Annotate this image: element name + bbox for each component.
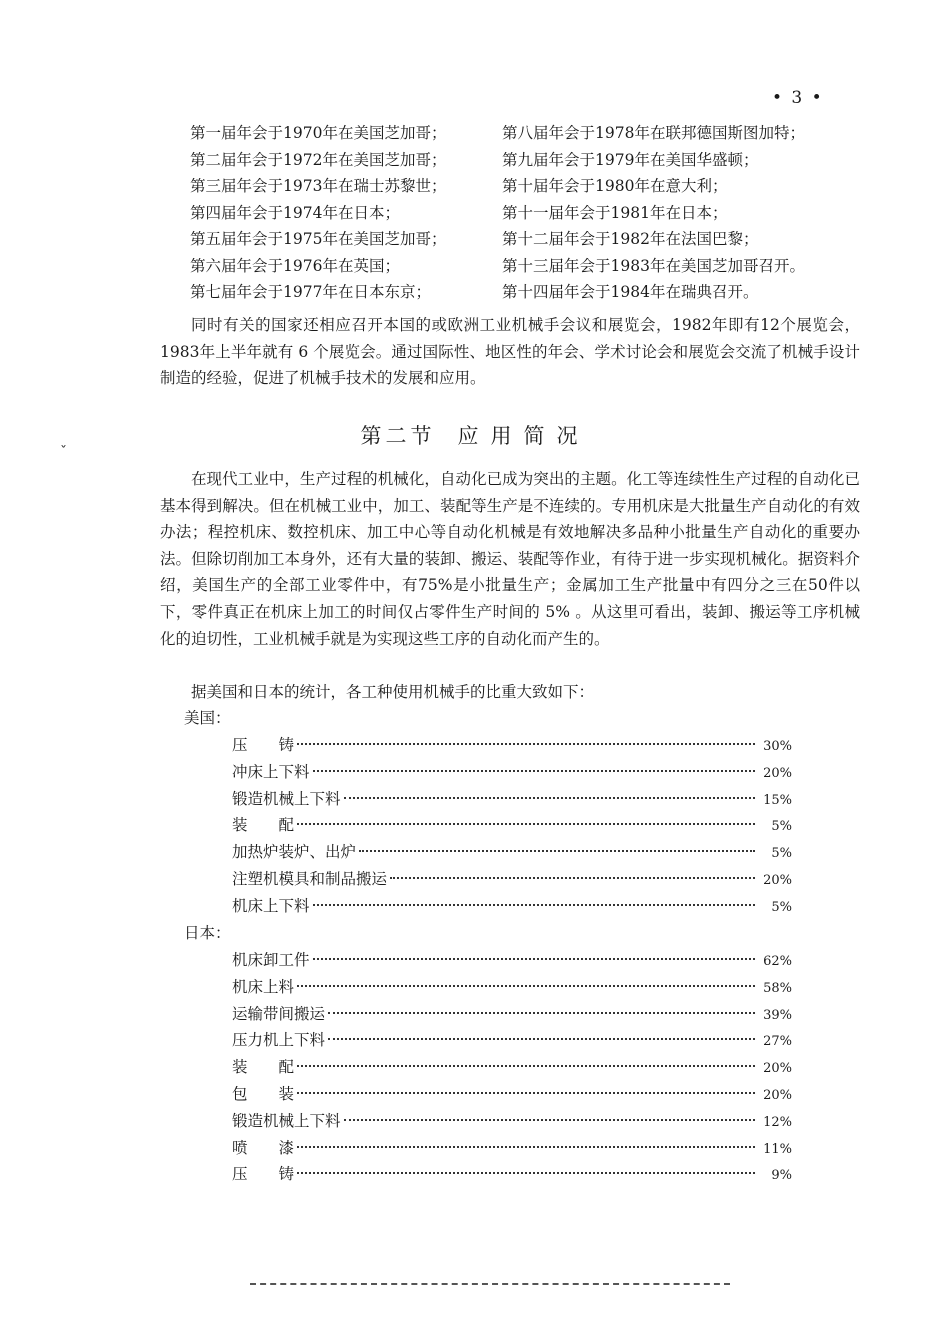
usage-name: 压力机上下料 bbox=[232, 1031, 326, 1050]
country-label-japan: 日本： bbox=[184, 924, 231, 942]
section-number: 第二节 bbox=[360, 424, 436, 448]
meeting-entry: 第十届年会于1980年在意大利； bbox=[502, 177, 728, 195]
usage-row bbox=[232, 974, 792, 1001]
meeting-entry: 第三届年会于1973年在瑞士苏黎世； bbox=[190, 177, 447, 195]
dot-leader bbox=[344, 797, 755, 799]
usage-row bbox=[232, 893, 792, 920]
usage-percent: 9% bbox=[771, 1168, 792, 1184]
usage-percent: 58% bbox=[763, 980, 792, 996]
footer-rule bbox=[250, 1283, 730, 1285]
dot-leader bbox=[297, 823, 755, 825]
meeting-entry: 第七届年会于1977年在日本东京； bbox=[190, 283, 431, 301]
usage-percent: 27% bbox=[763, 1034, 792, 1050]
usage-name: 装 配 bbox=[232, 1058, 295, 1077]
usage-row bbox=[232, 812, 792, 839]
dot-leader bbox=[313, 904, 755, 906]
meeting-entry: 第十三届年会于1983年在美国芝加哥召开。 bbox=[502, 256, 805, 275]
usage-percent: 30% bbox=[763, 739, 792, 754]
usage-row bbox=[232, 866, 792, 893]
dot-leader bbox=[328, 1038, 755, 1040]
japan-usage-list bbox=[232, 947, 792, 1188]
usage-percent: 62% bbox=[763, 954, 792, 969]
meeting-entry: 第五届年会于1975年在美国芝加哥； bbox=[190, 230, 447, 248]
dot-leader bbox=[328, 1012, 755, 1014]
usage-percent: 5% bbox=[771, 846, 792, 862]
usage-name: 加热炉装炉、出炉 bbox=[232, 843, 357, 862]
paragraph-statistics-intro: 据美国和日本的统计，各工种使用机械手的比重大致如下： bbox=[191, 683, 595, 701]
margin-mark: ˯ bbox=[60, 432, 67, 448]
dot-leader bbox=[313, 770, 755, 772]
usage-percent: 20% bbox=[763, 1087, 792, 1103]
usage-percent: 5% bbox=[771, 899, 792, 915]
dot-leader bbox=[344, 1119, 755, 1121]
usage-name: 机床上下料 bbox=[232, 896, 310, 915]
dot-leader bbox=[359, 850, 755, 852]
meeting-entry: 第一届年会于1970年在美国芝加哥； bbox=[190, 124, 447, 142]
section-title: 应用简况 bbox=[457, 424, 590, 448]
paragraph-application-overview: 在现代工业中，生产过程的机械化，自动化已成为突出的主题。化工等连续性生产过程的自动化已基本得到解决。但在机械工业中，加工、装配等生产是不连续的。专用机床是大批量生产自动化的有效办法；程控机床、数控机床、加工中心等自动化机械是有效地解决多品种小批量生产自动化的重要办法。但除切削加工本身外，还有大量的装卸、搬运、装配等作业，有待于进一步实现机械化。据资料介绍，美国生产的全部工业零件中，有75%是小批量生产；金属加工生产批量中有四分之三在50件以下，零件真正在机床上加工的时间仅占零件生产时间的 5% 。从这里可看出，装卸、搬运等工序机械化的迫切性，工业机械手就是为实现这些工序的自动化而产生的。 bbox=[160, 470, 860, 648]
usage-percent: 11% bbox=[763, 1141, 792, 1157]
usage-row bbox=[232, 1054, 792, 1081]
dot-leader bbox=[297, 1065, 755, 1067]
usage-name: 冲床上下料 bbox=[232, 762, 310, 781]
usage-name: 锻造机械上下料 bbox=[232, 1111, 341, 1130]
usage-percent: 20% bbox=[763, 872, 792, 888]
paragraph-exhibitions: 同时有关的国家还相应召开本国的或欧洲工业机械手会议和展览会，1982年即有12个展览会，1983年上半年就有 6 个展览会。通过国际性、地区性的年会、学术讨论会和展览会交流了机械手设计制造的经验，促进了机械手技术的发展和应用。 bbox=[160, 316, 860, 388]
usage-row bbox=[232, 1135, 792, 1162]
dot-leader bbox=[313, 958, 755, 960]
usage-row bbox=[232, 759, 792, 786]
meeting-entry: 第十二届年会于1982年在法国巴黎； bbox=[502, 230, 759, 248]
meeting-entry: 第十一届年会于1981年在日本； bbox=[502, 203, 728, 222]
usage-name: 压 铸 bbox=[232, 736, 295, 754]
usa-usage-list bbox=[232, 732, 792, 920]
dot-leader bbox=[297, 1172, 755, 1174]
dot-leader bbox=[297, 1146, 755, 1148]
dot-leader bbox=[297, 985, 755, 987]
usage-percent: 12% bbox=[763, 1114, 792, 1130]
page-number: • 3 • bbox=[772, 88, 824, 108]
meeting-entry: 第二届年会于1972年在美国芝加哥； bbox=[190, 150, 447, 169]
usage-name: 喷 漆 bbox=[232, 1138, 295, 1157]
country-label-usa: 美国： bbox=[184, 709, 231, 727]
section-heading bbox=[0, 420, 950, 450]
usage-row bbox=[232, 1161, 792, 1188]
usage-row bbox=[232, 786, 792, 813]
usage-name: 运输带间搬运 bbox=[232, 1004, 326, 1023]
dot-leader bbox=[297, 1092, 755, 1094]
usage-percent: 15% bbox=[763, 792, 792, 808]
usage-percent: 5% bbox=[771, 819, 792, 835]
usage-name: 锻造机械上下料 bbox=[232, 789, 341, 808]
meetings-right-column bbox=[502, 120, 805, 306]
usage-row bbox=[232, 1001, 792, 1028]
meeting-entry: 第九届年会于1979年在美国华盛顿； bbox=[502, 150, 759, 169]
usage-percent: 39% bbox=[763, 1007, 792, 1023]
usage-name: 机床卸工件 bbox=[232, 951, 310, 969]
dot-leader bbox=[297, 743, 755, 745]
usage-name: 机床上料 bbox=[232, 977, 295, 996]
meeting-entry: 第四届年会于1974年在日本； bbox=[190, 203, 400, 222]
usage-name: 注塑机模具和制品搬运 bbox=[232, 869, 388, 888]
meeting-entry: 第六届年会于1976年在英国； bbox=[190, 256, 400, 275]
usage-row bbox=[232, 1027, 792, 1054]
dot-leader bbox=[390, 877, 755, 879]
usage-row bbox=[232, 839, 792, 866]
usage-row bbox=[232, 947, 792, 974]
usage-percent: 20% bbox=[763, 1061, 792, 1077]
meeting-entry: 第八届年会于1978年在联邦德国斯图加特； bbox=[502, 124, 805, 142]
usage-row bbox=[232, 1108, 792, 1135]
usage-row bbox=[232, 732, 792, 759]
meetings-left-column bbox=[190, 120, 446, 306]
usage-name: 压 铸 bbox=[232, 1165, 295, 1184]
usage-name: 包 装 bbox=[232, 1084, 295, 1103]
usage-name: 装 配 bbox=[232, 816, 295, 835]
usage-percent: 20% bbox=[763, 765, 792, 781]
meeting-entry: 第十四届年会于1984年在瑞典召开。 bbox=[502, 283, 759, 301]
usage-row bbox=[232, 1081, 792, 1108]
